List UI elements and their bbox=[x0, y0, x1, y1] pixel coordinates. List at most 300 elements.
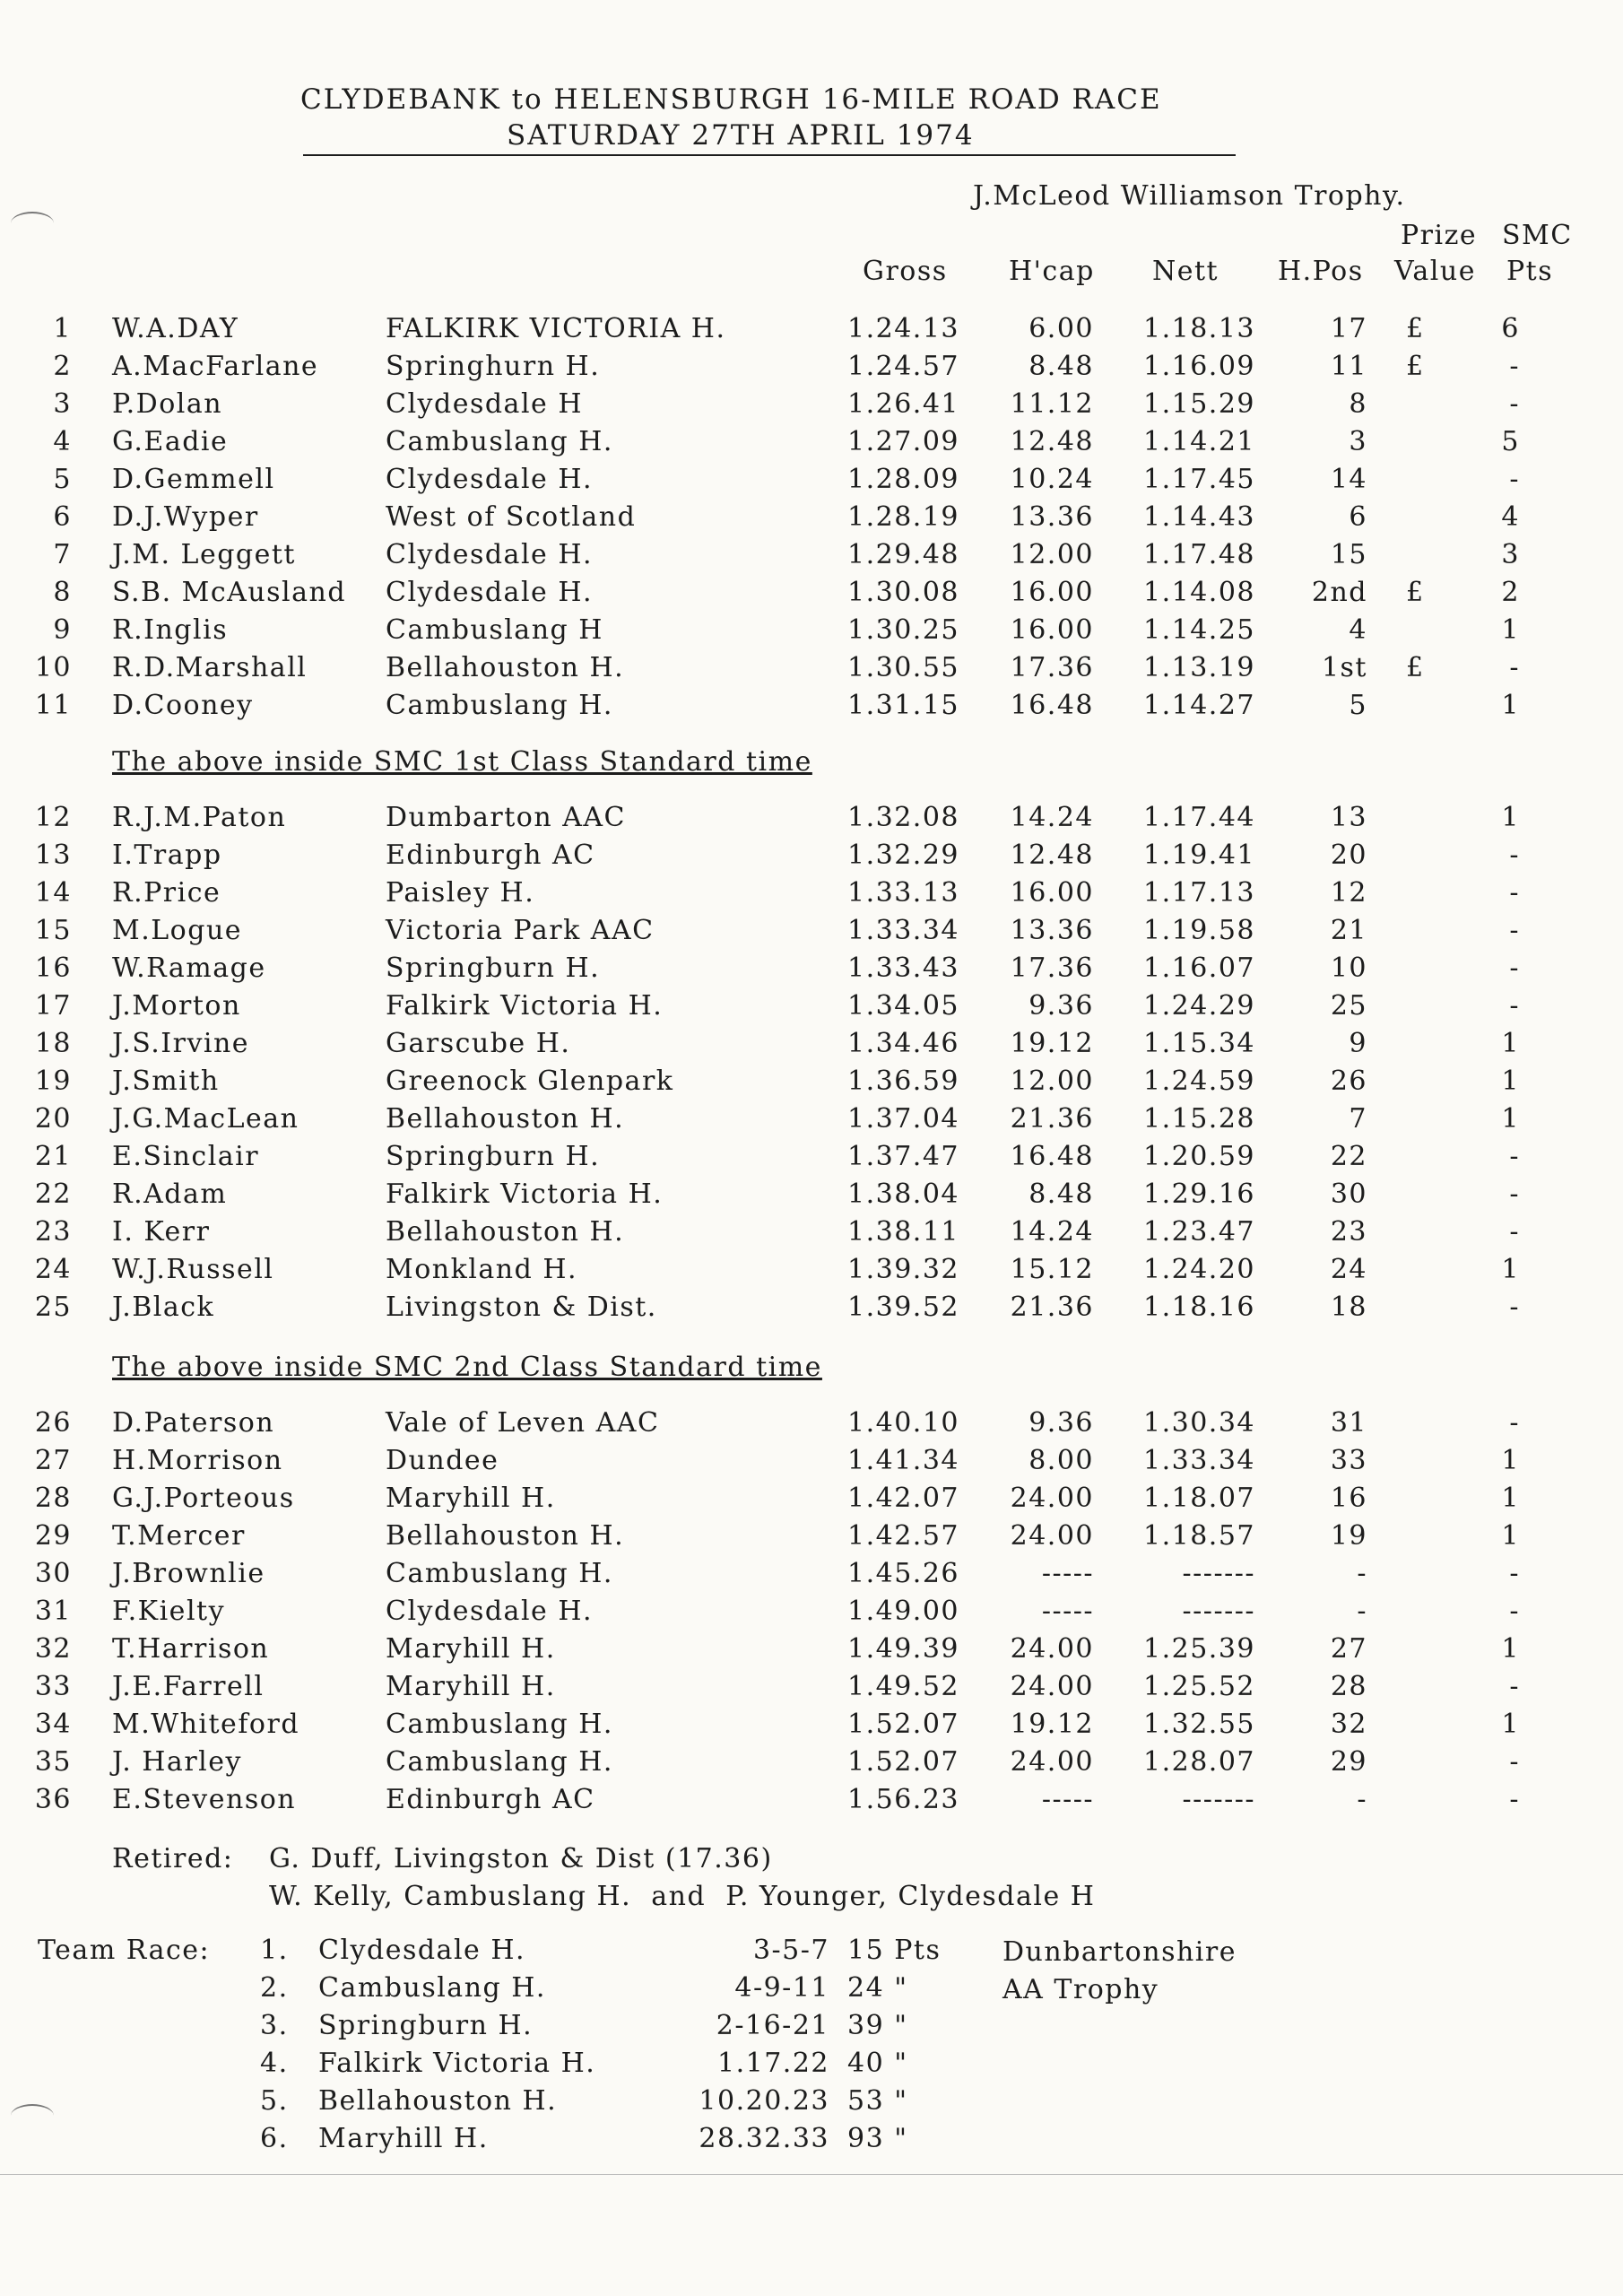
result-nett: 1.28.07 bbox=[1142, 1746, 1255, 1778]
result-smc: - bbox=[1509, 1141, 1520, 1172]
result-club: Falkirk Victoria H. bbox=[386, 1178, 664, 1210]
result-hcap: 12.00 bbox=[1010, 1065, 1094, 1097]
result-smc: - bbox=[1509, 1292, 1520, 1323]
result-hpos: 25 bbox=[1330, 990, 1367, 1022]
result-hcap: 9.36 bbox=[1028, 1407, 1094, 1439]
result-hcap: 16.48 bbox=[1010, 690, 1094, 721]
team-places: 4-9-11 bbox=[734, 1972, 829, 2004]
result-hcap: 24.00 bbox=[1010, 1671, 1094, 1702]
result-pos: 4 bbox=[53, 426, 72, 457]
result-runner: R.Price bbox=[112, 877, 221, 909]
result-runner: W.J.Russell bbox=[112, 1254, 274, 1285]
result-pos: 8 bbox=[53, 577, 72, 608]
result-nett: 1.14.43 bbox=[1142, 501, 1255, 533]
result-nett: 1.17.13 bbox=[1142, 877, 1255, 909]
result-hpos: 4 bbox=[1349, 614, 1367, 646]
result-runner: J. Harley bbox=[112, 1746, 242, 1778]
result-gross: 1.27.09 bbox=[846, 426, 959, 457]
result-hpos: 23 bbox=[1330, 1216, 1367, 1248]
result-hpos: 1st bbox=[1321, 652, 1367, 683]
punch-mark-bottom bbox=[11, 2104, 54, 2127]
result-prize: £ bbox=[1406, 577, 1425, 608]
result-hpos: 17 bbox=[1330, 313, 1367, 344]
result-pos: 2 bbox=[53, 351, 72, 382]
result-pos: 7 bbox=[53, 539, 72, 570]
result-club: Cambuslang H. bbox=[386, 426, 613, 457]
result-club: Maryhill H. bbox=[386, 1633, 556, 1665]
title-underline bbox=[303, 154, 1236, 156]
result-prize: £ bbox=[1406, 652, 1425, 683]
result-gross: 1.39.32 bbox=[846, 1254, 959, 1285]
result-nett: ------- bbox=[1182, 1596, 1255, 1627]
result-runner: W.Ramage bbox=[112, 952, 266, 984]
result-gross: 1.30.55 bbox=[846, 652, 959, 683]
result-smc: - bbox=[1509, 915, 1520, 946]
result-club: Clydesdale H. bbox=[386, 464, 594, 495]
result-gross: 1.49.52 bbox=[846, 1671, 959, 1702]
result-runner: R.J.M.Paton bbox=[112, 802, 287, 833]
result-runner: J.Black bbox=[112, 1292, 215, 1323]
result-smc: 4 bbox=[1501, 501, 1520, 533]
result-hcap: 24.00 bbox=[1010, 1483, 1094, 1514]
team-trophy-line-1: Dunbartonshire bbox=[1002, 1936, 1237, 1968]
result-hcap: 13.36 bbox=[1010, 915, 1094, 946]
result-runner: T.Harrison bbox=[112, 1633, 270, 1665]
result-gross: 1.33.34 bbox=[846, 915, 959, 946]
result-smc: 1 bbox=[1501, 802, 1520, 833]
result-smc: 5 bbox=[1501, 426, 1520, 457]
result-club: West of Scotland bbox=[386, 501, 637, 533]
result-hcap: 16.00 bbox=[1010, 614, 1094, 646]
result-hcap: 8.48 bbox=[1028, 1178, 1094, 1210]
result-club: Springburn H. bbox=[386, 1141, 601, 1172]
result-club: Cambuslang H. bbox=[386, 690, 613, 721]
team-rank: 5. bbox=[260, 2085, 289, 2117]
result-runner: D.Gemmell bbox=[112, 464, 275, 495]
result-pos: 30 bbox=[34, 1558, 72, 1589]
result-runner: E.Stevenson bbox=[112, 1784, 297, 1815]
team-points: 24 " bbox=[847, 1972, 908, 2004]
result-smc: - bbox=[1509, 877, 1520, 909]
result-nett: 1.32.55 bbox=[1142, 1709, 1255, 1740]
result-hcap: 11.12 bbox=[1010, 388, 1094, 420]
result-pos: 35 bbox=[34, 1746, 72, 1778]
result-hcap: 8.48 bbox=[1028, 351, 1094, 382]
result-runner: H.Morrison bbox=[112, 1445, 283, 1476]
result-gross: 1.37.04 bbox=[846, 1103, 959, 1135]
result-smc: 1 bbox=[1501, 1065, 1520, 1097]
result-nett: 1.18.16 bbox=[1142, 1292, 1255, 1323]
result-gross: 1.28.19 bbox=[846, 501, 959, 533]
result-hpos: - bbox=[1357, 1558, 1367, 1589]
team-rank: 6. bbox=[260, 2123, 289, 2154]
result-runner: M.Whiteford bbox=[112, 1709, 300, 1740]
team-trophy-line-2: AA Trophy bbox=[1002, 1974, 1159, 2005]
result-nett: 1.18.57 bbox=[1142, 1520, 1255, 1552]
result-hpos: - bbox=[1357, 1596, 1367, 1627]
result-hcap: 10.24 bbox=[1010, 464, 1094, 495]
result-runner: J.G.MacLean bbox=[112, 1103, 299, 1135]
result-runner: D.J.Wyper bbox=[112, 501, 259, 533]
result-gross: 1.32.29 bbox=[846, 839, 959, 871]
result-hpos: 6 bbox=[1349, 501, 1367, 533]
result-club: Falkirk Victoria H. bbox=[386, 990, 664, 1022]
result-pos: 12 bbox=[34, 802, 72, 833]
team-places: 1.17.22 bbox=[716, 2048, 829, 2079]
result-nett: 1.18.07 bbox=[1142, 1483, 1255, 1514]
result-gross: 1.36.59 bbox=[846, 1065, 959, 1097]
result-smc: 2 bbox=[1501, 577, 1520, 608]
result-runner: M.Logue bbox=[112, 915, 243, 946]
result-smc: 6 bbox=[1501, 313, 1520, 344]
result-runner: G.Eadie bbox=[112, 426, 229, 457]
result-hpos: 19 bbox=[1330, 1520, 1367, 1552]
result-nett: 1.18.13 bbox=[1142, 313, 1255, 344]
result-gross: 1.49.00 bbox=[846, 1596, 959, 1627]
result-nett: 1.30.34 bbox=[1142, 1407, 1255, 1439]
result-gross: 1.41.34 bbox=[846, 1445, 959, 1476]
result-gross: 1.32.08 bbox=[846, 802, 959, 833]
result-gross: 1.52.07 bbox=[846, 1709, 959, 1740]
punch-mark-top bbox=[11, 212, 54, 235]
result-gross: 1.33.13 bbox=[846, 877, 959, 909]
result-smc: - bbox=[1509, 952, 1520, 984]
col-hpos: H.Pos bbox=[1278, 256, 1364, 287]
result-runner: J.M. Leggett bbox=[112, 539, 296, 570]
result-gross: 1.38.04 bbox=[846, 1178, 959, 1210]
team-rank: 1. bbox=[260, 1935, 289, 1966]
retired-line-2: W. Kelly, Cambuslang H. and P. Younger, Clydesdale H bbox=[269, 1881, 1096, 1912]
result-hpos: - bbox=[1357, 1784, 1367, 1815]
result-runner: R.Adam bbox=[112, 1178, 228, 1210]
result-hcap: 19.12 bbox=[1010, 1028, 1094, 1059]
result-club: Victoria Park AAC bbox=[386, 915, 655, 946]
result-pos: 6 bbox=[53, 501, 72, 533]
result-pos: 27 bbox=[34, 1445, 72, 1476]
result-hpos: 31 bbox=[1330, 1407, 1367, 1439]
result-smc: 1 bbox=[1501, 1254, 1520, 1285]
result-hpos: 29 bbox=[1330, 1746, 1367, 1778]
team-rank: 3. bbox=[260, 2010, 289, 2041]
result-hcap: 12.48 bbox=[1010, 839, 1094, 871]
result-pos: 21 bbox=[34, 1141, 72, 1172]
result-prize: £ bbox=[1406, 351, 1425, 382]
result-club: Springburn H. bbox=[386, 952, 601, 984]
result-gross: 1.30.08 bbox=[846, 577, 959, 608]
result-club: Dundee bbox=[386, 1445, 499, 1476]
result-nett: 1.17.44 bbox=[1142, 802, 1255, 833]
result-nett: 1.33.34 bbox=[1142, 1445, 1255, 1476]
result-hpos: 5 bbox=[1349, 690, 1367, 721]
result-nett: 1.29.16 bbox=[1142, 1178, 1255, 1210]
result-club: Maryhill H. bbox=[386, 1671, 556, 1702]
result-hpos: 32 bbox=[1330, 1709, 1367, 1740]
result-pos: 13 bbox=[34, 839, 72, 871]
result-club: Clydesdale H bbox=[386, 388, 583, 420]
result-pos: 15 bbox=[34, 915, 72, 946]
result-nett: 1.24.20 bbox=[1142, 1254, 1255, 1285]
result-nett: 1.14.25 bbox=[1142, 614, 1255, 646]
result-gross: 1.56.23 bbox=[846, 1784, 959, 1815]
team-points: 15 Pts bbox=[847, 1935, 942, 1966]
result-club: Cambuslang H bbox=[386, 614, 603, 646]
result-hpos: 15 bbox=[1330, 539, 1367, 570]
result-nett: 1.15.29 bbox=[1142, 388, 1255, 420]
result-runner: R.Inglis bbox=[112, 614, 229, 646]
result-hpos: 26 bbox=[1330, 1065, 1367, 1097]
result-gross: 1.29.48 bbox=[846, 539, 959, 570]
result-hcap: 24.00 bbox=[1010, 1520, 1094, 1552]
result-smc: - bbox=[1509, 388, 1520, 420]
col-value: Value bbox=[1394, 256, 1476, 287]
result-gross: 1.26.41 bbox=[846, 388, 959, 420]
result-smc: 1 bbox=[1501, 1709, 1520, 1740]
result-runner: E.Sinclair bbox=[112, 1141, 260, 1172]
result-pos: 25 bbox=[34, 1292, 72, 1323]
result-hcap: 8.00 bbox=[1028, 1445, 1094, 1476]
result-pos: 5 bbox=[53, 464, 72, 495]
result-nett: ------- bbox=[1182, 1784, 1255, 1815]
result-nett: 1.13.19 bbox=[1142, 652, 1255, 683]
result-pos: 34 bbox=[34, 1709, 72, 1740]
result-runner: I. Kerr bbox=[112, 1216, 211, 1248]
result-smc: - bbox=[1509, 1216, 1520, 1248]
result-smc: - bbox=[1509, 1596, 1520, 1627]
result-runner: J.E.Farrell bbox=[112, 1671, 265, 1702]
result-gross: 1.28.09 bbox=[846, 464, 959, 495]
result-smc: 1 bbox=[1501, 1103, 1520, 1135]
result-gross: 1.37.47 bbox=[846, 1141, 959, 1172]
result-gross: 1.24.57 bbox=[846, 351, 959, 382]
result-hcap: 6.00 bbox=[1028, 313, 1094, 344]
result-gross: 1.33.43 bbox=[846, 952, 959, 984]
page-subtitle: SATURDAY 27TH APRIL 1974 bbox=[507, 119, 975, 152]
first-class-note: The above inside SMC 1st Class Standard time bbox=[112, 746, 812, 778]
result-pos: 1 bbox=[53, 313, 72, 344]
result-runner: I.Trapp bbox=[112, 839, 222, 871]
result-gross: 1.31.15 bbox=[846, 690, 959, 721]
result-runner: J.Morton bbox=[112, 990, 241, 1022]
team-team: Springburn H. bbox=[318, 2010, 534, 2041]
col-pts: Pts bbox=[1506, 256, 1554, 287]
result-nett: 1.14.27 bbox=[1142, 690, 1255, 721]
result-smc: 1 bbox=[1501, 1028, 1520, 1059]
result-nett: 1.19.58 bbox=[1142, 915, 1255, 946]
team-team: Cambuslang H. bbox=[318, 1972, 546, 2004]
result-club: Clydesdale H. bbox=[386, 539, 594, 570]
result-smc: - bbox=[1509, 464, 1520, 495]
result-nett: 1.15.34 bbox=[1142, 1028, 1255, 1059]
result-hpos: 20 bbox=[1330, 839, 1367, 871]
result-club: Monkland H. bbox=[386, 1254, 578, 1285]
team-points: 53 " bbox=[847, 2085, 908, 2117]
result-runner: S.B. McAusland bbox=[112, 577, 347, 608]
result-pos: 11 bbox=[34, 690, 72, 721]
result-pos: 14 bbox=[34, 877, 72, 909]
result-club: Greenock Glenpark bbox=[386, 1065, 674, 1097]
result-gross: 1.49.39 bbox=[846, 1633, 959, 1665]
result-smc: - bbox=[1509, 990, 1520, 1022]
result-hcap: 21.36 bbox=[1010, 1292, 1094, 1323]
result-nett: 1.20.59 bbox=[1142, 1141, 1255, 1172]
result-smc: 1 bbox=[1501, 614, 1520, 646]
result-hpos: 24 bbox=[1330, 1254, 1367, 1285]
result-club: Bellahouston H. bbox=[386, 652, 625, 683]
result-smc: 1 bbox=[1501, 1483, 1520, 1514]
result-pos: 18 bbox=[34, 1028, 72, 1059]
result-smc: - bbox=[1509, 652, 1520, 683]
result-pos: 24 bbox=[34, 1254, 72, 1285]
result-hcap: 16.48 bbox=[1010, 1141, 1094, 1172]
result-hcap: 14.24 bbox=[1010, 802, 1094, 833]
result-smc: 1 bbox=[1501, 690, 1520, 721]
result-nett: 1.19.41 bbox=[1142, 839, 1255, 871]
result-runner: P.Dolan bbox=[112, 388, 223, 420]
result-hcap: ----- bbox=[1041, 1558, 1094, 1589]
result-club: Bellahouston H. bbox=[386, 1216, 625, 1248]
result-club: Dumbarton AAC bbox=[386, 802, 627, 833]
team-team: Maryhill H. bbox=[318, 2123, 489, 2154]
result-pos: 33 bbox=[34, 1671, 72, 1702]
result-club: Springhurn H. bbox=[386, 351, 601, 382]
result-runner: T.Mercer bbox=[112, 1520, 246, 1552]
result-hpos: 2nd bbox=[1311, 577, 1367, 608]
result-hcap: ----- bbox=[1041, 1784, 1094, 1815]
result-hcap: 14.24 bbox=[1010, 1216, 1094, 1248]
result-pos: 29 bbox=[34, 1520, 72, 1552]
col-smc: SMC bbox=[1502, 220, 1573, 251]
result-hpos: 12 bbox=[1330, 877, 1367, 909]
result-smc: - bbox=[1509, 1558, 1520, 1589]
result-hpos: 9 bbox=[1349, 1028, 1367, 1059]
team-race-label: Team Race: bbox=[38, 1935, 211, 1966]
result-pos: 28 bbox=[34, 1483, 72, 1514]
result-pos: 20 bbox=[34, 1103, 72, 1135]
result-hcap: 12.00 bbox=[1010, 539, 1094, 570]
result-club: Clydesdale H. bbox=[386, 1596, 594, 1627]
result-runner: J.Brownlie bbox=[112, 1558, 265, 1589]
result-smc: 1 bbox=[1501, 1633, 1520, 1665]
result-runner: W.A.DAY bbox=[112, 313, 239, 344]
result-pos: 10 bbox=[34, 652, 72, 683]
second-class-note: The above inside SMC 2nd Class Standard time bbox=[112, 1352, 822, 1383]
result-gross: 1.24.13 bbox=[846, 313, 959, 344]
page-title: CLYDEBANK to HELENSBURGH 16-MILE ROAD RACE bbox=[300, 83, 1162, 116]
retired-label: Retired: bbox=[112, 1843, 234, 1874]
result-hpos: 27 bbox=[1330, 1633, 1367, 1665]
result-club: Cambuslang H. bbox=[386, 1709, 613, 1740]
result-gross: 1.39.52 bbox=[846, 1292, 959, 1323]
result-nett: 1.14.21 bbox=[1142, 426, 1255, 457]
result-hpos: 3 bbox=[1349, 426, 1367, 457]
result-nett: 1.14.08 bbox=[1142, 577, 1255, 608]
result-club: Maryhill H. bbox=[386, 1483, 556, 1514]
team-points: 40 " bbox=[847, 2048, 908, 2079]
result-runner: A.MacFarlane bbox=[112, 351, 319, 382]
result-hcap: 16.00 bbox=[1010, 877, 1094, 909]
result-pos: 9 bbox=[53, 614, 72, 646]
result-club: Edinburgh AC bbox=[386, 1784, 595, 1815]
result-nett: 1.16.09 bbox=[1142, 351, 1255, 382]
result-nett: 1.25.39 bbox=[1142, 1633, 1255, 1665]
result-pos: 36 bbox=[34, 1784, 72, 1815]
result-nett: 1.24.29 bbox=[1142, 990, 1255, 1022]
result-pos: 17 bbox=[34, 990, 72, 1022]
result-smc: 1 bbox=[1501, 1445, 1520, 1476]
result-runner: D.Paterson bbox=[112, 1407, 275, 1439]
result-hpos: 22 bbox=[1330, 1141, 1367, 1172]
result-hpos: 8 bbox=[1349, 388, 1367, 420]
team-points: 93 " bbox=[847, 2123, 908, 2154]
result-gross: 1.40.10 bbox=[846, 1407, 959, 1439]
result-hpos: 16 bbox=[1330, 1483, 1367, 1514]
result-club: FALKIRK VICTORIA H. bbox=[386, 313, 726, 344]
result-smc: - bbox=[1509, 1784, 1520, 1815]
result-hcap: 24.00 bbox=[1010, 1746, 1094, 1778]
result-smc: - bbox=[1509, 1671, 1520, 1702]
result-runner: J.Smith bbox=[112, 1065, 220, 1097]
team-places: 2-16-21 bbox=[716, 2010, 829, 2041]
result-gross: 1.30.25 bbox=[846, 614, 959, 646]
result-club: Paisley H. bbox=[386, 877, 535, 909]
team-rank: 2. bbox=[260, 1972, 289, 2004]
result-gross: 1.34.05 bbox=[846, 990, 959, 1022]
col-hcap: H'cap bbox=[1009, 256, 1095, 287]
col-gross: Gross bbox=[863, 256, 948, 287]
result-hcap: 21.36 bbox=[1010, 1103, 1094, 1135]
result-nett: 1.17.48 bbox=[1142, 539, 1255, 570]
result-smc: - bbox=[1509, 351, 1520, 382]
result-gross: 1.45.26 bbox=[846, 1558, 959, 1589]
result-hcap: 12.48 bbox=[1010, 426, 1094, 457]
result-gross: 1.52.07 bbox=[846, 1746, 959, 1778]
result-runner: G.J.Porteous bbox=[112, 1483, 295, 1514]
result-pos: 22 bbox=[34, 1178, 72, 1210]
result-hcap: 17.36 bbox=[1010, 652, 1094, 683]
result-club: Cambuslang H. bbox=[386, 1746, 613, 1778]
result-hpos: 11 bbox=[1330, 351, 1367, 382]
team-team: Falkirk Victoria H. bbox=[318, 2048, 596, 2079]
result-nett: ------- bbox=[1182, 1558, 1255, 1589]
result-hcap: 13.36 bbox=[1010, 501, 1094, 533]
result-hpos: 14 bbox=[1330, 464, 1367, 495]
result-hcap: 17.36 bbox=[1010, 952, 1094, 984]
result-hcap: 15.12 bbox=[1010, 1254, 1094, 1285]
result-club: Clydesdale H. bbox=[386, 577, 594, 608]
team-places: 3-5-7 bbox=[752, 1935, 829, 1966]
result-pos: 23 bbox=[34, 1216, 72, 1248]
result-smc: - bbox=[1509, 1407, 1520, 1439]
result-nett: 1.23.47 bbox=[1142, 1216, 1255, 1248]
result-club: Livingston & Dist. bbox=[386, 1292, 657, 1323]
result-club: Edinburgh AC bbox=[386, 839, 595, 871]
result-smc: - bbox=[1509, 839, 1520, 871]
result-hpos: 10 bbox=[1330, 952, 1367, 984]
team-rank: 4. bbox=[260, 2048, 289, 2079]
result-smc: 1 bbox=[1501, 1520, 1520, 1552]
result-hcap: 9.36 bbox=[1028, 990, 1094, 1022]
result-hcap: ----- bbox=[1041, 1596, 1094, 1627]
result-smc: - bbox=[1509, 1178, 1520, 1210]
result-gross: 1.42.57 bbox=[846, 1520, 959, 1552]
result-nett: 1.17.45 bbox=[1142, 464, 1255, 495]
result-hpos: 21 bbox=[1330, 915, 1367, 946]
result-pos: 3 bbox=[53, 388, 72, 420]
result-gross: 1.42.07 bbox=[846, 1483, 959, 1514]
result-prize: £ bbox=[1406, 313, 1425, 344]
team-places: 10.20.23 bbox=[699, 2085, 829, 2117]
result-hpos: 28 bbox=[1330, 1671, 1367, 1702]
